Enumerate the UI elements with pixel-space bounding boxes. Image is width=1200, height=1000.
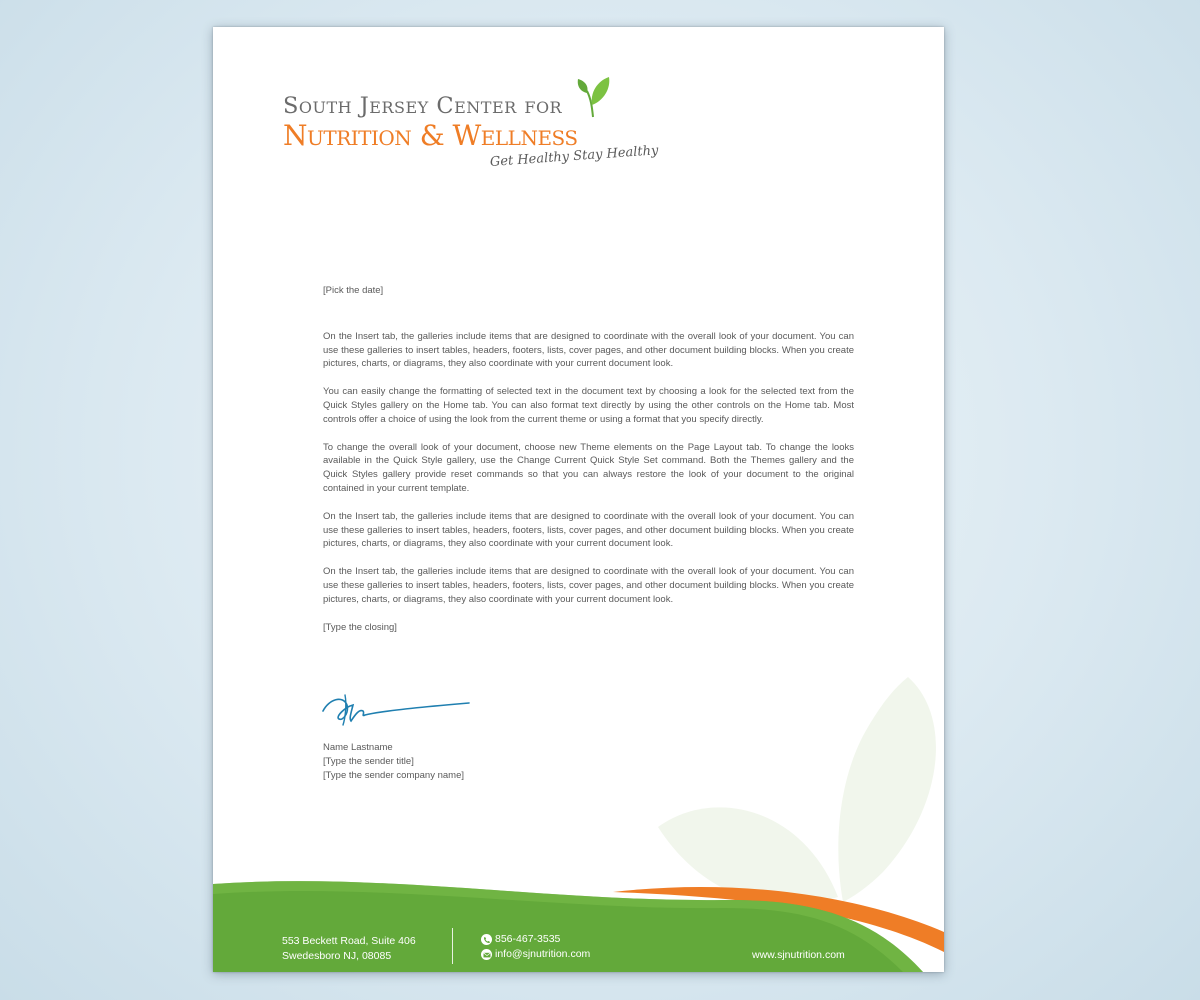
phone-icon — [481, 934, 492, 945]
date-placeholder: [Pick the date] — [323, 285, 384, 296]
website-link[interactable]: www.sjnutrition.com — [752, 949, 845, 961]
phone-number[interactable]: 856-467-3535 — [495, 933, 561, 945]
footer-divider — [452, 928, 453, 964]
phone-row — [481, 932, 590, 947]
letterhead-page — [213, 27, 944, 972]
sender-block — [323, 741, 464, 782]
body-paragraph: On the Insert tab, the galleries include items that are designed to coordinate with the overall look of your document. You can use these galleries to insert tables, headers, footers, lists, cover pages, and other document building blocks. When you create pictures, charts, or diagrams, they also coordinate with your current document look. — [323, 330, 854, 370]
sender-company: [Type the sender company name] — [323, 769, 464, 781]
body-paragraph: To change the overall look of your document, choose new Theme elements on the Page Layout tab. To change the looks available in the Quick Style gallery, use the Change Current Quick Style Set command. Both the Themes gallery and the Quick Styles gallery provide reset commands so that you can always restore the look of your document to the original contained in your current template. — [323, 441, 854, 494]
email-address[interactable]: info@sjnutrition.com — [495, 948, 591, 960]
footer-address — [282, 934, 416, 964]
address-line-2: Swedesboro NJ, 08085 — [282, 950, 392, 962]
handwritten-signature — [321, 689, 471, 729]
sprout-icon — [575, 75, 611, 119]
sender-name: Name Lastname — [323, 742, 393, 753]
body-paragraph: You can easily change the formatting of selected text in the document text by choosing a look for the selected text from the Quick Styles gallery on the Home tab. You can also format text directly by using the other controls on the Home tab. Most controls offer a choice of using the look from the current theme or using a format that you specify directly. — [323, 386, 854, 425]
body-paragraph: On the Insert tab, the galleries include items that are designed to coordinate with the overall look of your document. You can use these galleries to insert tables, headers, footers, lists, cover pages, and other document building blocks. When you create pictures, charts, or diagrams, they also coordinate with your current document look. — [323, 566, 854, 605]
letter-body — [323, 284, 854, 634]
sender-title: [Type the sender title] — [323, 755, 414, 767]
logo-line-2: Nutrition & Wellness — [283, 119, 578, 152]
closing-placeholder: [Type the closing] — [323, 621, 397, 633]
footer-contacts — [481, 932, 590, 962]
email-row — [481, 947, 590, 962]
logo-tagline: Get Healthy Stay Healthy — [489, 143, 659, 170]
mail-icon — [481, 949, 492, 960]
logo-line-1: South Jersey Center for — [283, 93, 563, 119]
body-paragraph: On the Insert tab, the galleries include items that are designed to coordinate with the overall look of your document. You can use these galleries to insert tables, headers, footers, lists, cover pages, and other document building blocks. When you create pictures, charts, or diagrams, they also coordinate with your current document look. — [323, 510, 854, 550]
company-logo — [283, 75, 659, 185]
address-line-1: 553 Beckett Road, Suite 406 — [282, 935, 416, 947]
